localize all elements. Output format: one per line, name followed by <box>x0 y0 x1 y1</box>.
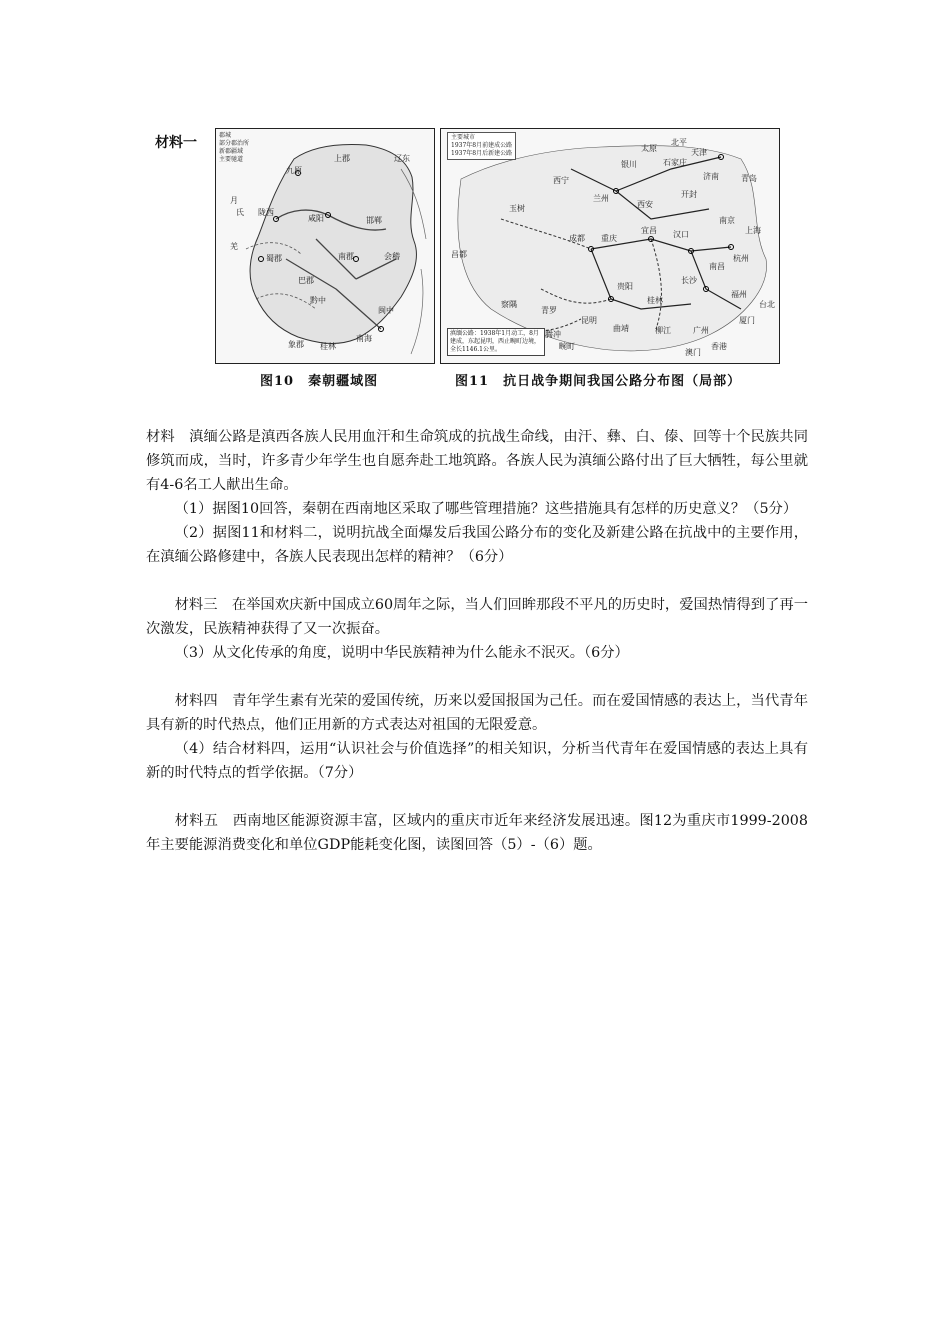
place-label: 南昌 <box>709 262 725 271</box>
material-five-paragraph: 材料五 西南地区能源资源丰富，区域内的重庆市近年来经济发展迅速。图12为重庆市1999-2008年主要能源消费变化和单位GDP能耗变化图，读图回答（5）-（6）题。 <box>146 813 808 853</box>
place-label: 南海 <box>356 334 372 343</box>
qin-map-drawing <box>216 129 434 363</box>
question-3: （3）从文化传承的角度，说明中华民族精神为什么能永不泯灭。（6分） <box>174 645 629 661</box>
place-label: 咸阳 <box>308 214 324 223</box>
material-one-label: 材料一 <box>155 135 197 151</box>
place-label: 陇西 <box>258 208 274 217</box>
place-label: 上海 <box>745 226 761 235</box>
place-label: 太原 <box>641 144 657 153</box>
place-label: 济南 <box>703 172 719 181</box>
place-label: 黔中 <box>310 296 326 305</box>
place-label: 贵阳 <box>617 282 633 291</box>
place-label: 闽中 <box>378 306 394 315</box>
map2-legend <box>447 132 516 160</box>
place-label: 曲靖 <box>613 324 629 333</box>
map2-legend-item: 1937年8月后新建公路 <box>451 150 513 157</box>
place-label: 北平 <box>671 138 687 147</box>
place-label: 石家庄 <box>663 158 687 167</box>
map2-legend-item: 主要城市 <box>451 134 476 141</box>
figure11-caption: 图11 抗日战争期间我国公路分布图（局部） <box>455 374 742 389</box>
place-label: 天津 <box>691 148 707 157</box>
figure-area <box>150 124 780 394</box>
map1-legend-item: 主要驰道 <box>219 156 244 163</box>
place-label: 重庆 <box>601 234 617 243</box>
question-4: （4）结合材料四，运用“认识社会与价值选择”的相关知识，分析当代青年在爱国情感的表达上具有新的时代特点的哲学依据。（7分） <box>146 741 808 781</box>
map1-legend-item: 郡城 <box>219 132 232 139</box>
place-label: 月 <box>230 196 238 205</box>
map1-legend-item: 新郡疆域 <box>219 148 244 155</box>
place-label: 巴郡 <box>298 276 314 285</box>
place-label: 澳门 <box>685 348 701 357</box>
place-label: 厦门 <box>739 316 755 325</box>
place-label: 上郡 <box>334 154 350 163</box>
place-label: 蜀郡 <box>266 254 282 263</box>
place-label: 邯郸 <box>366 216 382 225</box>
map2-legend-item: 1937年8月前建成公路 <box>451 142 513 149</box>
map1-legend-item: 部分郡治所 <box>219 140 250 147</box>
place-label: 香港 <box>711 342 727 351</box>
place-label: 宜昌 <box>641 226 657 235</box>
place-label: 西宁 <box>553 176 569 185</box>
place-label: 玉树 <box>509 204 525 213</box>
document-body <box>146 425 808 857</box>
place-label: 福州 <box>731 290 747 299</box>
figure10-caption: 图10 秦朝疆域图 <box>260 374 379 389</box>
place-label: 长沙 <box>681 276 697 285</box>
place-label: 腾冲 <box>545 330 561 339</box>
place-label: 柳江 <box>655 326 671 335</box>
material-three-paragraph: 材料三 在举国欢庆新中国成立60周年之际，当人们回眸那段不平凡的历史时，爱国热情得到了再一次激发，民族精神获得了又一次振奋。 <box>146 597 808 637</box>
place-label: 广州 <box>693 326 709 335</box>
material-four-paragraph: 材料四 青年学生素有光荣的爱国传统，历来以爱国报国为己任。而在爱国情感的表达上，当代青年具有新的时代热点，他们正用新的方式表达对祖国的无限爱意。 <box>146 693 808 733</box>
burma-road-note: 滇缅公路：1938年1月动工，8月建成，东起昆明，西止畹町边境，全长1146.1公里。 <box>447 328 545 356</box>
qin-territory-map <box>215 128 435 364</box>
place-label: 南郡 <box>338 252 354 261</box>
map1-legend <box>219 132 249 164</box>
question-1: （1）据图10回答，秦朝在西南地区采取了哪些管理措施？这些措施具有怎样的历史意义？（5分） <box>174 501 798 517</box>
place-label: 西安 <box>637 200 653 209</box>
place-label: 南京 <box>719 216 735 225</box>
place-label: 九原 <box>286 166 302 175</box>
place-label: 昌都 <box>451 250 467 259</box>
place-label: 羌 <box>230 242 238 251</box>
place-label: 会稽 <box>384 252 400 261</box>
place-label: 畹町 <box>559 342 575 351</box>
wartime-highway-map <box>440 128 780 364</box>
place-label: 青岛 <box>741 174 757 183</box>
place-label: 象郡 <box>288 340 304 349</box>
place-label: 台北 <box>759 300 775 309</box>
place-label: 开封 <box>681 190 697 199</box>
place-label: 昆明 <box>581 316 597 325</box>
material-two-paragraph: 材料 滇缅公路是滇西各族人民用血汗和生命筑成的抗战生命线，由汗、彝、白、傣、回等十个民族共同修筑而成，当时，许多青少年学生也自愿奔赴工地筑路。各族人民为滇缅公路付出了巨大牺牲，每公里就有4-6名工人献出生命。 <box>146 429 808 493</box>
place-label: 青罗 <box>541 306 557 315</box>
place-label: 成都 <box>569 234 585 243</box>
place-label: 察隅 <box>501 300 517 309</box>
place-label: 氏 <box>236 208 244 217</box>
place-label: 兰州 <box>593 194 609 203</box>
place-label: 银川 <box>621 160 637 169</box>
place-label: 杭州 <box>733 254 749 263</box>
place-label: 桂林 <box>320 342 336 351</box>
place-label: 辽东 <box>394 154 410 163</box>
question-2: （2）据图11和材料二，说明抗战全面爆发后我国公路分布的变化及新建公路在抗战中的主要作用，在滇缅公路修建中，各族人民表现出怎样的精神？（6分） <box>146 525 808 565</box>
place-label: 桂林 <box>647 296 663 305</box>
place-label: 汉口 <box>673 230 689 239</box>
